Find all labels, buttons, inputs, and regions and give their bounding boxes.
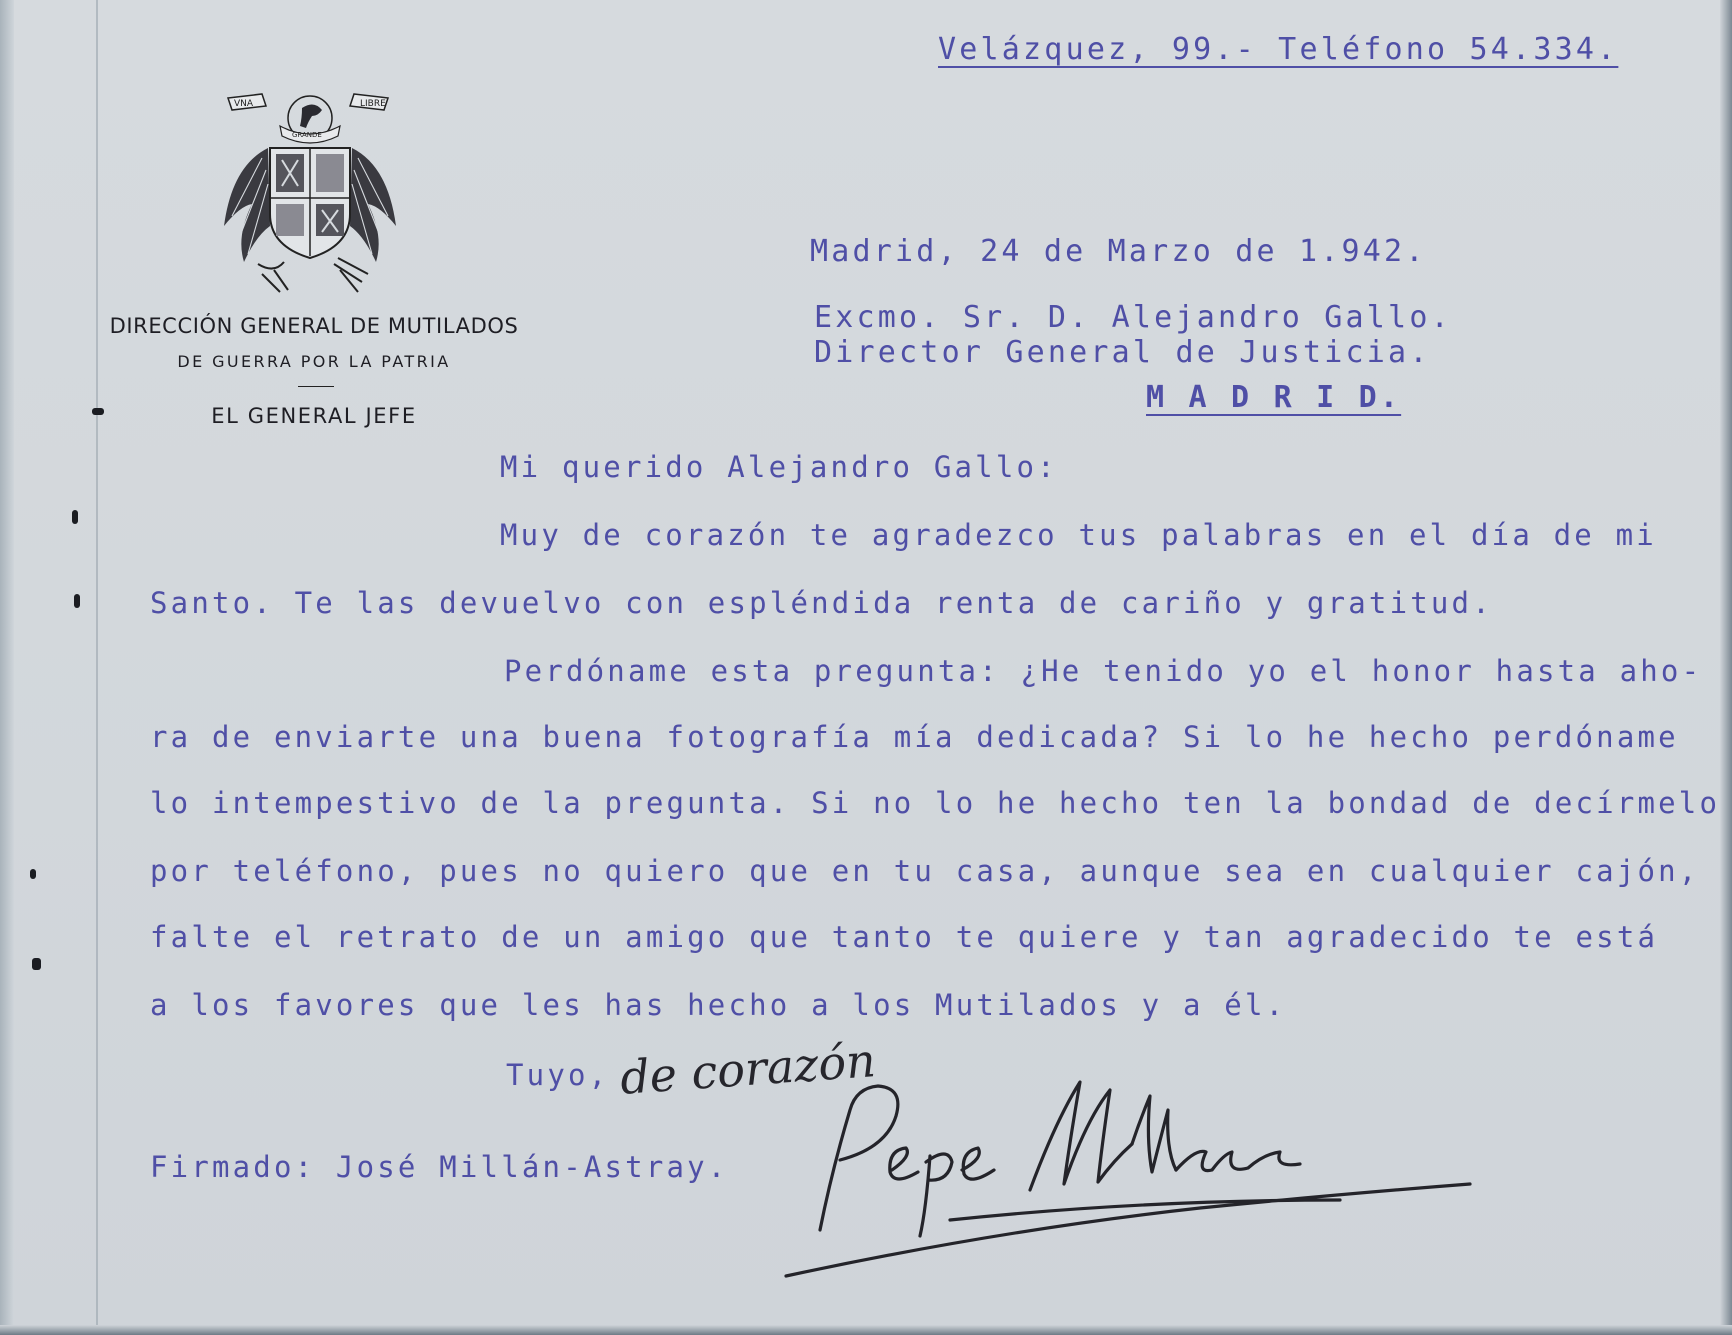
body-line: por teléfono, pues no quiero que en tu casa, aunque sea en cualquier cajón, [150, 854, 1700, 888]
body-line: falte el retrato de un amigo que tanto te quiere y tan agradecido te está [150, 920, 1659, 954]
recipient-name: Excmo. Sr. D. Alejandro Gallo. [814, 300, 1452, 335]
letterhead-line2: DE GUERRA POR LA PATRIA [177, 352, 451, 371]
body-line: ra de enviarte una buena fotografía mía dedicada? Si lo he hecho perdóname [150, 720, 1679, 754]
crest-ribbon-left: VNA [234, 99, 254, 109]
body-line: a los favores que les has hecho a los Mutilados y a él. [150, 988, 1287, 1022]
recipient-city: M A D R I D. [1146, 380, 1402, 415]
letterhead-line3: EL GENERAL JEFE [211, 404, 417, 428]
closing-handwritten: de corazón [618, 1033, 878, 1105]
body-line: lo intempestivo de la pregunta. Si no lo he hecho ten la bondad de decírmelo [150, 786, 1721, 820]
letterhead-divider [298, 386, 334, 387]
body-line: Santo. Te las devuelvo con espléndida renta de cariño y gratitud. [150, 586, 1493, 620]
punch-mark [74, 594, 80, 608]
paper-right-edge [1720, 0, 1732, 1335]
recipient-title: Director General de Justicia. [814, 335, 1431, 370]
crest-ribbon-center: GRANDE [292, 131, 322, 139]
punch-mark [32, 958, 41, 970]
paper-bottom-edge [0, 1325, 1732, 1335]
signed-by: Firmado: José Millán-Astray. [150, 1150, 729, 1184]
letterhead-line1: DIRECCIÓN GENERAL DE MUTILADOS [109, 314, 519, 338]
handwritten-signature [780, 1060, 1500, 1285]
closing-typed: Tuyo, [506, 1058, 610, 1092]
body-line: Muy de corazón te agradezco tus palabras en el día de mi [500, 518, 1657, 552]
body-line: Perdóname esta pregunta: ¿He tenido yo el honor hasta aho- [504, 654, 1703, 688]
punch-mark [72, 510, 78, 524]
salutation: Mi querido Alejandro Gallo: [500, 450, 1058, 484]
paper-left-edge [0, 0, 14, 1335]
coat-of-arms-icon [222, 86, 398, 296]
paper-fold-line [96, 0, 98, 1335]
punch-mark [30, 869, 36, 879]
address-telephone-line: Velázquez, 99.- Teléfono 54.334. [938, 32, 1619, 67]
crest-ribbon-right: LIBRE [360, 99, 386, 109]
date-line: Madrid, 24 de Marzo de 1.942. [810, 234, 1427, 269]
